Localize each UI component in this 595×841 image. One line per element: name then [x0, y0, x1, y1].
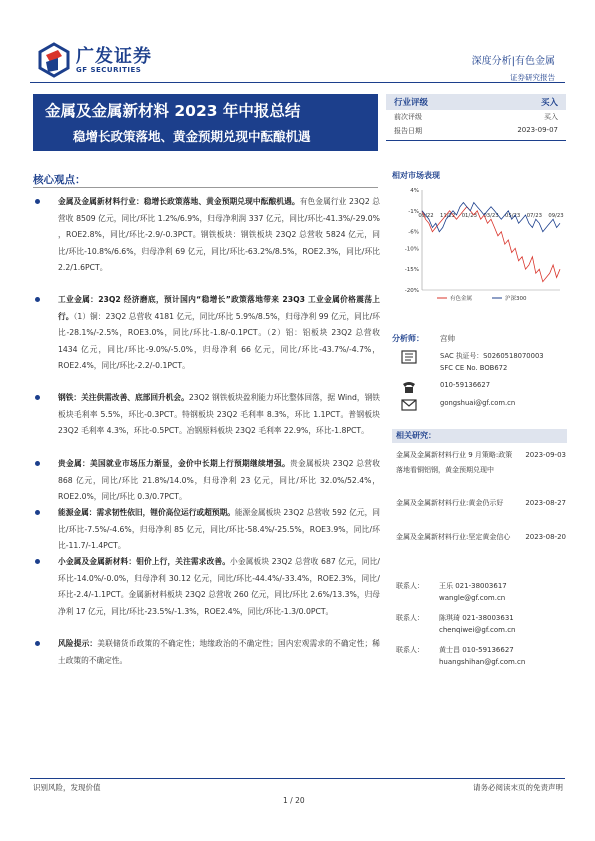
report-type: 证券研究报告: [510, 73, 555, 82]
analyst-email[interactable]: gongshuai@gf.com.cn: [440, 399, 516, 407]
rating-label: 行业评级: [394, 98, 429, 108]
bullet-icon: [35, 559, 40, 564]
core-bullet: [35, 390, 380, 440]
analyst-label: 分析师：: [392, 334, 424, 343]
analyst-sfc: SFC CE No. BOB672: [440, 364, 508, 372]
logo-text-en: GF SECURITIES: [76, 66, 142, 74]
rating-bar: [386, 94, 566, 110]
title-banner: [33, 94, 378, 151]
bullet-text: （1）铜：23Q2 总营收 4181 亿元，同比/环比 5.9%/8.5%，归母净利 99 亿元，同比/环比-28.1%/-2.5%，ROE3.0%，同比/环比-1.8/-0.1PCT。（2）铝：铝板块 23Q2 总营收 1434 亿元，同比/环比-9.0%/-5.0%，归母净利 66 亿元，同比/环比-43.7%/-4.7%，ROE2.4%，同比/环比-2.2/-0.1PCT。: [58, 311, 380, 370]
report-title: 金属及金属新材料 2023 年中报总结: [45, 102, 301, 120]
core-bullet: [35, 292, 380, 375]
related-research-text: 金属及金属新材料行业 9 月策略:政策落地看铜铝钢，黄金预期兑现中: [396, 451, 513, 474]
contact-label: 联系人：: [396, 614, 424, 622]
prev-rating-value: 买入: [544, 113, 558, 121]
footer-slogan: 识别风险，发现价值: [33, 783, 101, 792]
bullet-icon: [35, 461, 40, 466]
bullet-text: 美联储货币政策的不确定性；地缘政治的不确定性；国内宏观需求的不确定性；稀土政策的不确定性。: [58, 639, 380, 665]
gf-logo-icon: [36, 42, 72, 78]
bullet-heading: 风险提示：: [58, 639, 98, 648]
chart-x-tick-label: 07/23: [526, 212, 542, 219]
header-divider: [30, 82, 565, 83]
contact-name-phone: 黄士昌 010-59136627: [439, 646, 514, 654]
chart-x-tick-label: 09/22: [418, 212, 434, 219]
related-research-item[interactable]: [396, 496, 566, 511]
core-bullet: [35, 554, 380, 620]
contact-label: 联系人：: [396, 646, 424, 654]
related-research-item[interactable]: [396, 530, 566, 545]
bullet-icon: [35, 641, 40, 646]
chart-x-tick-label: 09/23: [548, 212, 564, 219]
related-research-text: 金属及金属新材料行业:黄金仍示好: [396, 499, 504, 507]
core-bullet: [35, 505, 380, 555]
prev-rating-row: [386, 110, 566, 124]
chart-y-tick-label: -6%: [408, 229, 419, 236]
chart-legend-label: 沪深300: [505, 296, 527, 302]
chart-y-tick-label: -15%: [404, 267, 419, 274]
report-subtitle: 稳增长政策落地、黄金预期兑现中酝酿机遇: [73, 129, 311, 144]
contact-label: 联系人：: [396, 582, 424, 590]
core-views-title: 核心观点：: [33, 174, 86, 186]
chart-x-tick-label: 03/23: [483, 212, 499, 219]
contact-entry: [396, 644, 525, 668]
core-bullet: [35, 456, 380, 506]
bullet-icon: [35, 199, 40, 204]
relative-performance-chart: [392, 182, 567, 307]
contact-name-phone: 陈琪琦 021-38003631: [439, 614, 514, 622]
bullet-text: 贵金属板块 23Q2 总营收 868 亿元，同比/环比 21.8%/14.0%，归母净利 23 亿元，同比/环比 32.0%/52.4%，ROE2.0%，同比/环比 0.3/0.7PCT。: [58, 459, 380, 501]
bullet-icon: [35, 395, 40, 400]
contact-email[interactable]: wangle@gf.com.cn: [439, 594, 506, 602]
core-bullet: [35, 194, 380, 277]
chart-x-tick-label: 11/22: [440, 212, 456, 219]
footer-divider: [30, 778, 565, 779]
chart-y-tick-label: 4%: [410, 188, 419, 194]
analyst-name: 宫帅: [440, 334, 455, 343]
related-research-text: 金属及金属新材料行业:坚定黄金信心: [396, 533, 511, 541]
chart-y-tick-label: -10%: [404, 246, 419, 253]
related-research-date: 2023-09-03: [525, 451, 566, 459]
chart-y-tick-label: -20%: [404, 288, 419, 294]
analyst-phone: 010-59136627: [440, 381, 491, 389]
related-research-title: 相关研究：: [392, 429, 567, 443]
core-bullet: [35, 636, 380, 669]
related-research-item[interactable]: [396, 448, 566, 478]
report-category: 深度分析|有色金属: [471, 56, 555, 67]
bullet-heading: 工业金属：23Q2 经济磨底，预计国内“稳增长”政策落地带来 23Q3 工业金属价格震荡上行。: [58, 295, 380, 321]
chart-x-tick-label: 05/23: [505, 212, 521, 219]
bullet-heading: 贵金属：美国就业市场压力渐显，金价中长期上行预期继续增强。: [58, 459, 291, 468]
rating-value: 买入: [540, 98, 558, 108]
contact-email[interactable]: chenqiwei@gf.com.cn: [439, 626, 516, 634]
footer-disclaimer: 请务必阅读末页的免责声明: [473, 783, 563, 792]
analyst-sac: SAC 执证号：S0260518070003: [440, 352, 544, 360]
logo-text-cn: 广发证券: [76, 46, 152, 67]
bullet-icon: [35, 297, 40, 302]
bullet-text: 小金属板块 23Q2 总营收 687 亿元，同比/环比-14.0%/-0.0%，归母净利 30.12 亿元，同比/环比-44.4%/-33.4%，ROE2.3%，同比/环比-2.4/-1.1PCT。金属新材料板块 23Q2 总营收 260 亿元，同比/环比 2.6%/13.3%，归母净利 17 亿元，同比/环比-23.5%/-1.3%，ROE2.4%，同比/环比-1.3/0.0PCT。: [58, 557, 380, 616]
id-card-icon: [401, 350, 417, 364]
page-number: 1 / 20: [283, 796, 305, 805]
phone-icon: [401, 380, 417, 394]
bullet-text: 23Q2 钢铁板块盈利能力环比整体回落，据 Wind，钢铁板块毛利率 5.5%，环比-0.3PCT。特钢板块 23Q2 毛利率 8.3%，环比 1.1PCT。普钢板块 23Q2 毛利率 4.3%，环比-0.5PCT。冶钢原料板块 23Q2 毛利率 22.9%，环比-1.8PCT。: [58, 393, 380, 435]
rating-divider: [386, 140, 566, 141]
bullet-heading: 能源金属：需求韧性依旧，锂价高位运行或超预期。: [58, 508, 235, 517]
core-views-divider: [33, 187, 378, 188]
bullet-heading: 金属及金属新材料行业：稳增长政策落地、黄金预期兑现中酝酿机遇。: [58, 197, 300, 206]
company-logo: [36, 40, 166, 80]
chart-legend-label: 有色金属: [450, 296, 473, 302]
bullet-icon: [35, 510, 40, 515]
report-date-value: 2023-09-07: [517, 126, 558, 134]
contact-name-phone: 王乐 021-38003617: [439, 582, 507, 590]
bullet-heading: 小金属及金属新材料：钼价上行，关注需求改善。: [58, 557, 231, 566]
contact-entry: [396, 580, 507, 604]
chart-title: 相对市场表现: [392, 171, 440, 180]
related-research-date: 2023-08-20: [525, 533, 566, 541]
header-meta: [472, 52, 555, 83]
chart-x-tick-label: 01/23: [461, 212, 477, 219]
contact-entry: [396, 612, 515, 636]
bullet-text: 有色金属行业 23Q2 总营收 8509 亿元，同比/环比 1.2%/6.9%，归母净利润 337 亿元，同比/环比-41.3%/-29.0% ，ROE2.8%，同比/环比-2.9/-0.3PCT。钢铁板块：钢铁板块 23Q2 总营收 5824 亿元，同比/环比-10.8%/6.6%，归母净利 69 亿元，同比/环比-63.2%/8.5%，ROE2.3%，同比/环比 2.2/1.6PCT。: [58, 197, 380, 272]
rating-box: [386, 94, 566, 141]
contact-email[interactable]: huangshihan@gf.com.cn: [439, 658, 526, 666]
bullet-heading: 钢铁：关注供需改善、底部回升机会。: [58, 393, 189, 402]
prev-rating-label: 前次评级: [394, 113, 422, 121]
related-research-date: 2023-08-27: [525, 499, 566, 507]
chart-y-tick-label: -1%: [408, 208, 419, 215]
bullet-text: 能源金属板块 23Q2 总营收 592 亿元，同比/环比-7.5%/-4.6%，归母净利 85 亿元，同比/环比-58.4%/-25.5%，ROE3.9%，同比/环比-11.7/-1.4PCT。: [58, 508, 380, 550]
report-date-row: [386, 124, 566, 138]
report-date-label: 报告日期: [394, 127, 422, 135]
email-icon: [401, 398, 417, 412]
